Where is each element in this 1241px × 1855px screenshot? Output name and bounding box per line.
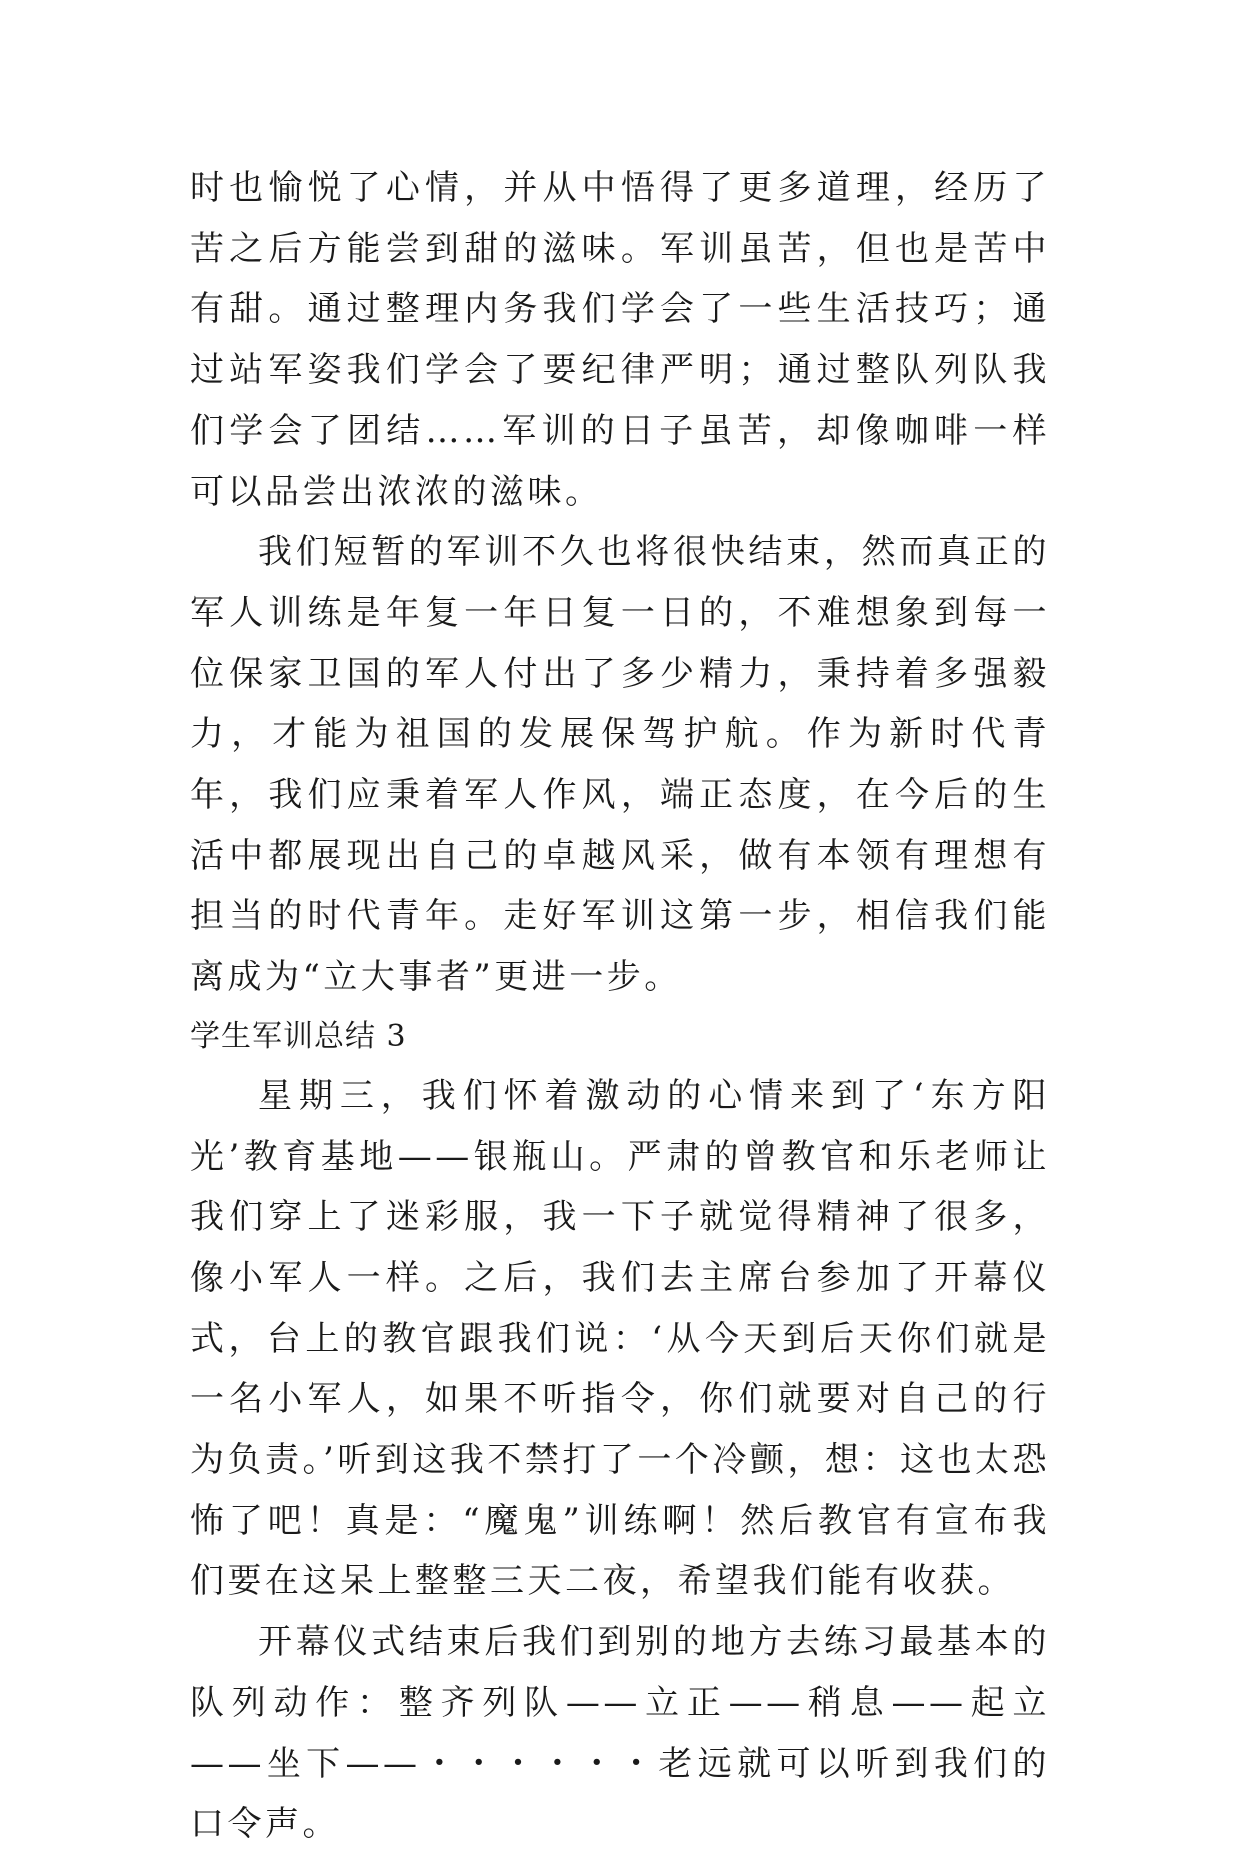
paragraph-military-training-end: 我们短暂的军训不久也将很快结束，然而真正的军人训练是年复一年日复一日的，不难想象到每一位保家卫国的军人付出了多少精力，秉持着多强毅力，才能为祖国的发展保驾护航。作为新时代青年，我们应秉着军人作风，端正态度，在今后的生活中都展现出自己的卓越风采，做有本领有理想有担当的时代青年。走好军训这第一步，相信我们能离成为“立大事者”更进一步。 bbox=[190, 532, 1050, 998]
paragraph-drill-practice: 开幕仪式结束后我们到别的地方去练习最基本的队列动作：整齐列队——立正——稍息——起立——坐下——・・・・・・老远就可以听到我们的口令声。 bbox=[190, 1622, 1050, 1845]
document-page bbox=[190, 158, 1050, 1855]
section-heading: 学生军训总结 3 bbox=[190, 1018, 407, 1054]
paragraph-continued: 时也愉悦了心情，并从中悟得了更多道理，经历了苦之后方能尝到甜的滋味。军训虽苦，但也是苦中有甜。通过整理内务我们学会了一些生活技巧；通过站军姿我们学会了要纪律严明；通过整队列队我们学会了团结……军训的日子虽苦，却像咖啡一样可以品尝出浓浓的滋味。 bbox=[190, 168, 1050, 512]
paragraph-wednesday-arrival: 星期三，我们怀着激动的心情来到了‘东方阳光’教育基地——银瓶山。严肃的曾教官和乐老师让我们穿上了迷彩服，我一下子就觉得精神了很多，像小军人一样。之后，我们去主席台参加了开幕仪式，台上的教官跟我们说：‘从今天到后天你们就是一名小军人，如果不听指令，你们就要对自己的行为负责。’听到这我不禁打了一个冷颤，想：这也太恐怖了吧！真是：“魔鬼”训练啊！然后教官有宣布我们要在这呆上整整三天二夜，希望我们能有收获。 bbox=[190, 1075, 1050, 1602]
